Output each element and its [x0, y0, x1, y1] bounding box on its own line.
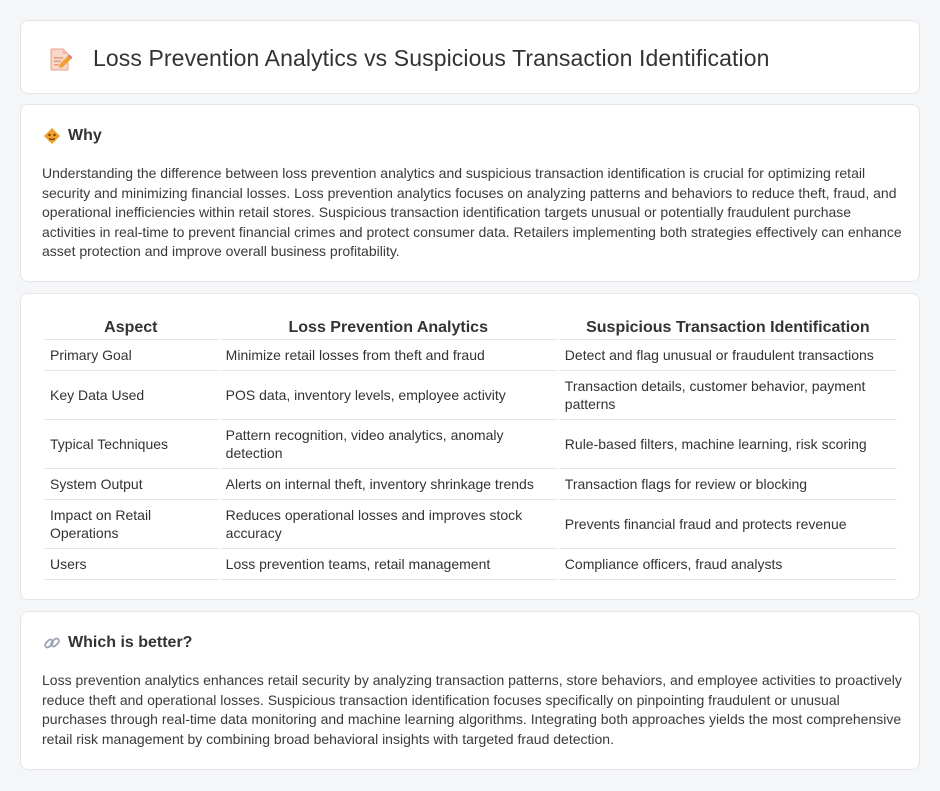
table-cell: Pattern recognition, video analytics, anomaly detection [220, 420, 557, 469]
diamond-warning-icon [43, 127, 61, 145]
title-card [20, 20, 920, 94]
why-header [43, 127, 102, 145]
table-cell: Transaction flags for review or blocking [559, 469, 897, 500]
table-cell: Reduces operational losses and improves stock accuracy [220, 500, 557, 549]
table-cell: Prevents financial fraud and protects revenue [559, 500, 897, 549]
table-cell: Detect and flag unusual or fraudulent transactions [559, 340, 897, 371]
why-section [20, 104, 920, 282]
header-loss-prevention: Loss Prevention Analytics [220, 316, 557, 340]
table-cell: Alerts on internal theft, inventory shrinkage trends [220, 469, 557, 500]
title-row [47, 45, 770, 72]
table-cell: Primary Goal [44, 340, 218, 371]
better-header [43, 634, 192, 652]
header-aspect: Aspect [44, 316, 218, 340]
table-cell: Typical Techniques [44, 420, 218, 469]
header-suspicious-transaction: Suspicious Transaction Identification [559, 316, 897, 340]
table-cell: Impact on Retail Operations [44, 500, 218, 549]
table-cell: Minimize retail losses from theft and fraud [220, 340, 557, 371]
better-text: Loss prevention analytics enhances retail security by analyzing transaction patterns, store behaviors, and employee activities to proactively reduce theft and operational losses. Suspicious transaction identification focuses specifically on pinpointing fraudulent or unusual purchases through real-time data monitoring and machine learning algorithms. Integrating both approaches yields the most comprehensive retail risk management by combining broad behavioral insights with targeted fraud detection. [42, 672, 902, 747]
table-row [44, 549, 897, 580]
why-title: Why [68, 127, 102, 144]
table-cell: Key Data Used [44, 371, 218, 420]
table-row [44, 469, 897, 500]
comparison-table [42, 316, 899, 580]
document-pencil-icon [47, 46, 73, 72]
table-row [44, 340, 897, 371]
table-row [44, 420, 897, 469]
table-cell: Users [44, 549, 218, 580]
table-cell: Rule-based filters, machine learning, risk scoring [559, 420, 897, 469]
page-title: Loss Prevention Analytics vs Suspicious Transaction Identification [93, 45, 770, 71]
table-cell: POS data, inventory levels, employee activity [220, 371, 557, 420]
link-icon [43, 634, 61, 652]
better-title: Which is better? [68, 634, 193, 651]
which-is-better-section [20, 611, 920, 770]
table-row [44, 371, 897, 420]
table-cell: Loss prevention teams, retail management [220, 549, 557, 580]
table-cell: System Output [44, 469, 218, 500]
why-text: Understanding the difference between loss prevention analytics and suspicious transaction identification is crucial for optimizing retail security and minimizing financial losses. Loss prevention analytics focuses on analyzing patterns and behaviors to reduce theft, fraud, and operational inefficiencies within retail stores. Suspicious transaction identification targets unusual or potentially fraudulent purchase activities in real-time to prevent financial crimes and protect consumer data. Retailers implementing both strategies effectively can enhance asset protection and improve overall business profitability. [42, 165, 902, 260]
table-cell: Compliance officers, fraud analysts [559, 549, 897, 580]
table-header-row [44, 316, 897, 340]
table-cell: Transaction details, customer behavior, payment patterns [559, 371, 897, 420]
comparison-section [20, 293, 920, 600]
table-row [44, 500, 897, 549]
